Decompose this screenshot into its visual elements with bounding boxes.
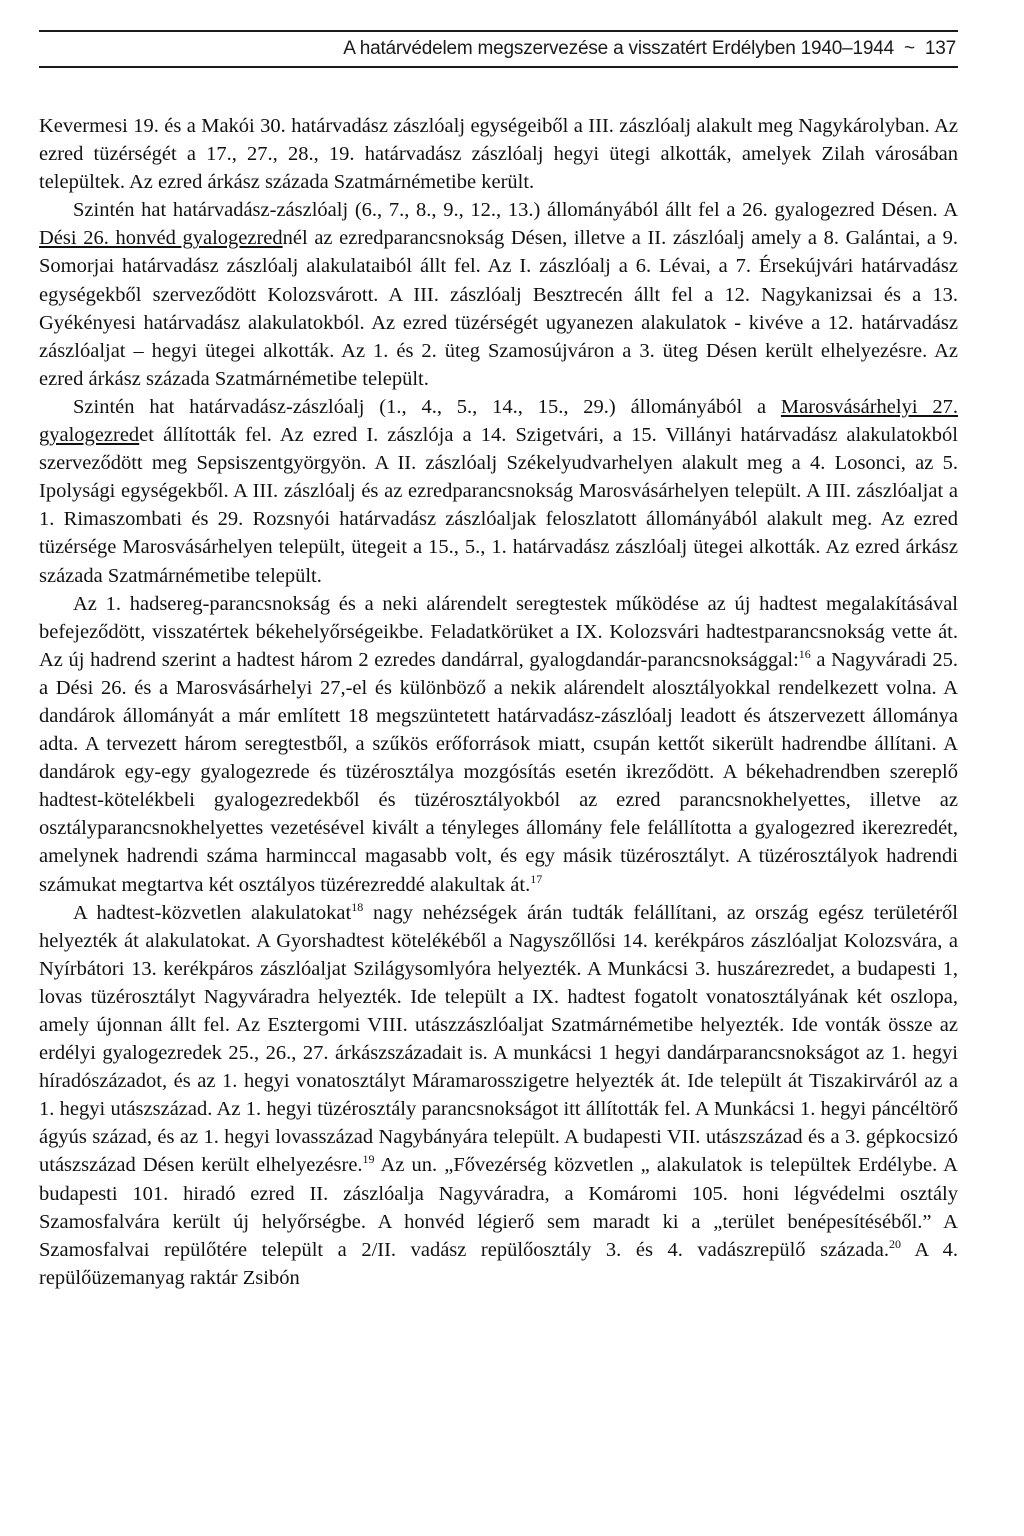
paragraph	[39, 393, 958, 590]
text-segment: Az 1. hadsereg-parancsnokság és a neki alárendelt seregtestek működése az új hadtest megalakításával befejeződött, visszatértek békehelyőrségeikbe. Feladatkörüket a IX. Kolozsvári hadtestparancsnokság vette át. Az új hadrend szerint a hadtest három 2 ezredes dandárral, gyalogdandár-parancsnoksággal:	[39, 592, 958, 671]
page-number: 137	[924, 38, 956, 59]
page	[39, 30, 958, 1292]
paragraph	[39, 196, 958, 393]
text-segment: A hadtest-közvetlen alakulatokat	[73, 901, 352, 924]
text-segment: nél az ezredparancsnokság Désen, illetve a II. zászlóalj amely a 8. Galántai, a 9. Somorjai határvadász zászlóalj alakulataiból állt fel. Az I. zászlóalj a 6. Lévai, a 7. Érsekújvári határvadász egységekből szerveződött Kolozsvárott. A III. zászlóalj Besztrecén állt fel a 12. Nagykanizsai és a 13. Gyékényesi határvadász alakulatokból. Az ezred tüzérségét ugyanezen alakulatok - kivéve a 12. határvadász zászlóaljat – hegyi ütegei alkották. Az 1. és 2. üteg Szamosújváron a 3. üteg Désen került elhelyezésre. Az ezred árkász százada Szatmárnémetibe települt.	[39, 227, 958, 390]
underlined-text: Dési 26. honvéd gyalogezred	[39, 227, 283, 250]
text-segment: Szintén hat határvadász-zászlóalj (1., 4., 5., 14., 15., 29.) állományából a	[73, 395, 781, 418]
paragraph	[39, 590, 958, 899]
header-separator: ~	[903, 38, 915, 59]
footnote-ref: 17	[530, 871, 543, 886]
footnote-ref: 16	[798, 646, 811, 661]
text-segment: a Nagyváradi 25. a Dési 26. és a Marosvásárhelyi 27,-el és különböző a nekik alárendelt alosztályokkal rendelkezett volna. A dandárok állományát a már említett 18 megszüntetett határvadász-zászlóalj leadott és átszervezett állománya adta. A tervezett három seregtestből, a szűkös erőforrások miatt, csupán kettőt sikerült hadrendbe állítani. A dandárok egy-egy gyalogezrede és tüzérosztálya mozgósítás esetén ikreződött. A békehadrendben szereplő hadtest-kötelékbeli gyalogezredekből és tüzérosztályokból az ezred parancsnokhelyettes, illetve az osztályparancsnokhelyettes vezetésével kivált a tényleges állomány fele felállította a gyalogezred ikerezredét, amelynek hadrendi száma harminccal magasabb volt, és egy másik tüzérosztályt. A tüzérosztályok hadrendi számukat megtartva két osztályos tüzérezreddé alakultak át.	[39, 648, 958, 896]
text-segment: Szintén hat határvadász-zászlóalj (6., 7., 8., 9., 12., 13.) állományából állt fel a 26. gyalogezred Désen. A	[73, 199, 958, 222]
paragraph	[39, 112, 958, 196]
text-segment: Az un. „Fővezérség közvetlen „ alakulatok is települtek Erdélybe. A budapesti 101. hiradó ezred II. zászlóalja Nagyváradra, a Komáromi 105. honi légvédelmi osztály Szamosfalvára került új helyőrségbe. A honvéd légierő sem maradt ki a „terület benépesítéséből.” A Szamosfalvai repülőtére települt a 2/II. vadász repülőosztály 3. és 4. vadászrepülő százada.	[39, 1154, 958, 1261]
paragraph	[39, 899, 958, 1292]
footnote-ref: 19	[362, 1152, 375, 1167]
body-text	[39, 112, 958, 1292]
header-title: A határvédelem megszervezése a visszatért Erdélyben 1940–1944	[343, 38, 894, 59]
running-header	[39, 30, 958, 68]
text-segment: Kevermesi 19. és a Makói 30. határvadász zászlóalj egységeiből a III. zászlóalj alakult meg Nagykárolyban. Az ezred tüzérségét a 17., 27., 28., 19. határvadász zászlóalj hegyi ütegi alkották, amelyek Zilah városában települtek. Az ezred árkász százada Szatmárnémetibe került.	[39, 115, 958, 194]
footnote-ref: 18	[351, 899, 364, 914]
underlined-text: Marosvásárhelyi 27. gyalogezred	[39, 395, 959, 447]
footnote-ref: 20	[888, 1236, 901, 1251]
text-segment: nagy nehézségek árán tudták felállítani, az ország egész területéről helyezték át alakulatokat. A Gyorshadtest kötelékéből a Nagyszőllősi 14. kerékpáros zászlóaljat Kolozsvára, a Nyírbátori 13. kerékpáros zászlóaljat Szilágysomlyóra helyezték. A Munkácsi 3. huszárezredet, a budapesti 1, lovas tüzérosztályt Nagyváradra helyezték. Ide települt a IX. hadtest fogatolt vonatosztályának két oszlopa, amely újonnan állt fel. Az Esztergomi VIII. utászzászlóaljat Szatmárnémetibe helyezték. Ide vonták össze az erdélyi gyalogezredek 25., 26., 27. árkászszázadait is. A munkácsi 1 hegyi dandárparancsnokságot az 1. hegyi híradószázadot, és az 1. hegyi vonatosztályt Máramarosszigetre helyezték át. Ide települt át Tiszakirváról az a 1. hegyi utászszázad. Az 1. hegyi tüzérosztály parancsnokságot itt állították fel. A Munkácsi 1. hegyi páncéltörő ágyús század, és az 1. hegyi lovasszázad Nagybányára települt. A budapesti VII. utászszázad és a 3. gépkocsizó utászszázad Désen került elhelyezésre.	[39, 901, 959, 1177]
text-segment: et állították fel. Az ezred I. zászlója a 14. Szigetvári, a 15. Villányi határvadász alakulatokból szerveződött meg Sepsiszentgyörgyön. A II. zászlóalj Székelyudvarhelyen alakult meg a 4. Losonci, az 5. Ipolysági egységekből. A III. zászlóalj és az ezredparancsnokság Marosvásárhelyen települt. A III. zászlóaljat a 1. Rimaszombati és 29. Rozsnyói határvadász zászlóaljak feloszlatott állományából alakult meg. Az ezred tüzérsége Marosvásárhelyen települt, ütegeit a 15., 5., 1. határvadász zászlóalj ütegei alkották. Az ezred árkász százada Szatmárnémetibe települt.	[39, 424, 958, 587]
text-segment: A 4. repülőüzemanyag raktár Zsibón	[39, 1238, 958, 1289]
